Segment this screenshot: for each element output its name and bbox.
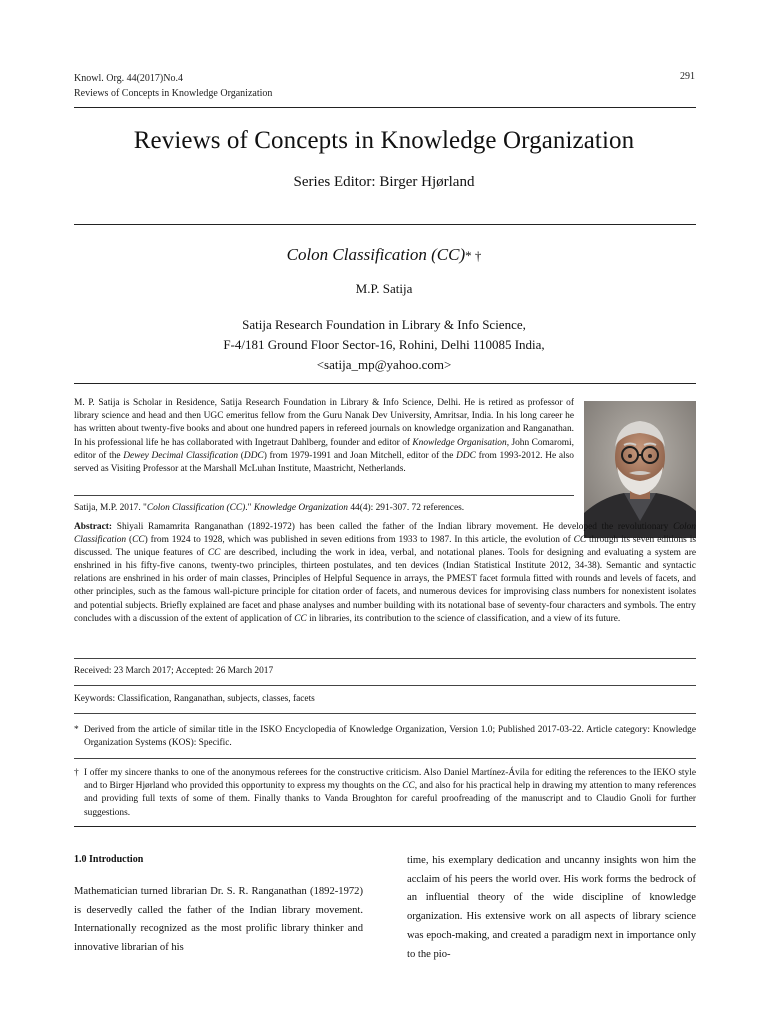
- section-heading: 1.0 Introduction: [74, 854, 144, 865]
- abstract-italic: CC: [132, 535, 145, 546]
- bio-text: M. P. Satija is Scholar in Residence, Satija Research Foundation in Library & Info Science, Delhi. He is retired as professor of library science and head and then UGC emeritus fellow from the Guru Nanak Dev University, Amritsar, India. In his long career he has written about twenty-five books and about one hundred papers in refereed journals on knowledge organization and Ranganathan. In his professional life he has collaborated with Ingetraut Dahlberg, founder and editor of: [74, 398, 574, 448]
- footnote-text: [84, 767, 696, 820]
- footnote-text: Derived from the article of similar title in the ISKO Encyclopedia of Knowledge Organization, Version 1.0; Published 2017-03-22. Article category: Knowledge Organization Systems (KOS): Specific.: [84, 725, 696, 749]
- keywords-rule: [74, 713, 696, 714]
- affiliation-rule: [74, 383, 696, 384]
- article-citation: [74, 502, 574, 515]
- affiliation-line: Satija Research Foundation in Library & Info Science,: [242, 317, 526, 332]
- front-matter-end-rule: [74, 826, 696, 827]
- footnote-mark: *: [74, 725, 79, 735]
- header-rule: [74, 107, 696, 108]
- footnote-italic: CC: [402, 781, 415, 792]
- abstract: [74, 521, 696, 626]
- bio-italic: DDC: [243, 450, 264, 461]
- abstract-rule: [74, 658, 696, 659]
- bio-text: from 1993-2012. He also served as Visiting Professor at the Marshall McLuhan Institute, Maastricht, Netherlands.: [74, 450, 574, 475]
- abstract-text: Shiyali Ramamrita Ranganathan (1892-1972) has been called the father of the Indian library movement. He developed the revolutionary: [112, 522, 674, 532]
- abstract-italic: CC: [573, 535, 587, 546]
- citation-italic: Colon Classification (CC): [146, 503, 246, 513]
- abstract-italic: CC: [294, 613, 307, 624]
- keywords: Keywords: Classification, Ranganathan, subjects, classes, facets: [74, 694, 315, 704]
- author-name: M.P. Satija: [355, 281, 413, 296]
- running-head: [74, 71, 272, 101]
- citation-text: .": [245, 503, 254, 513]
- bio-italic: Knowledge Organisation: [412, 437, 507, 448]
- journal-citation: Knowl. Org. 44(2017)No.4: [74, 73, 183, 84]
- author-photo: [584, 401, 696, 538]
- author-email: <satija_mp@yahoo.com>: [316, 357, 452, 372]
- footnote-segment: , and also for his practical help in drawing my attention to many references and providing full texts of some of them. Finally thanks to Vanda Broughton for careful proofreading of the manuscript and to Claudio Gnoli for further suggestions.: [84, 781, 697, 818]
- footnote-dagger: [74, 767, 696, 820]
- received-dates: Received: 23 March 2017; Accepted: 26 March 2017: [74, 666, 274, 676]
- abstract-text: in libraries, its contribution to the science of classification, and a view of its future.: [306, 613, 621, 624]
- author-bio: [74, 397, 574, 476]
- received-rule: [74, 685, 696, 686]
- affiliation-line: F-4/181 Ground Floor Sector-16, Rohini, Delhi 110085 India,: [223, 337, 545, 352]
- bio-text: ) from 1979-1991 and Joan Mitchell, editor of the: [263, 450, 457, 461]
- series-editor: Series Editor: Birger Hjørland: [293, 174, 475, 190]
- running-section: Reviews of Concepts in Knowledge Organization: [74, 88, 273, 99]
- title-rule: [74, 224, 696, 225]
- bio-italic: DDC: [456, 450, 476, 461]
- article-title: [0, 245, 768, 265]
- abstract-italic: CC: [207, 548, 221, 559]
- citation-text: 44(4): 291-307. 72 references.: [348, 503, 465, 513]
- bio-text: , John Comaromi, editor of the: [74, 437, 575, 461]
- bio-rule: [74, 495, 574, 496]
- footnote-mark: †: [74, 768, 79, 778]
- abstract-text: ) from 1924 to 1928, which was published in seven editions from 1933 to 1987. In this article, the evolution of: [144, 535, 574, 546]
- article-title-text: Colon Classification (CC): [286, 245, 466, 264]
- abstract-italic: Colon Classification: [74, 522, 696, 546]
- footnote-rule: [74, 758, 696, 759]
- affiliation: [0, 315, 768, 375]
- citation-text: Satija, M.P. 2017. ": [74, 503, 147, 513]
- footnote-star: [74, 724, 696, 750]
- page-title: Reviews of Concepts in Knowledge Organization: [133, 127, 635, 154]
- abstract-label: Abstract:: [74, 522, 113, 532]
- bio-italic: Dewey Decimal Classification: [123, 450, 239, 461]
- abstract-text: through its seven editions is discussed. The unique features of: [74, 535, 696, 559]
- page-number: 291: [680, 71, 695, 82]
- body-column-left: Mathematician turned librarian Dr. S. R. Ranganathan (1892-1972) is deservedly called the father of the Indian library movement. Internationally recognized as the most prolific library thinker and innovative librarian of his: [74, 886, 363, 954]
- abstract-text: are described, including the work in idea, verbal, and notational planes. Tools for designing and evaluating a system are enshrined in his fifty-five canons, twenty-two principles, thirteen postulates, and ten devices (Indian Statistical Institute 2012, 34-38). Semantic and syntactic relations are enshrined in his order of main classes, Principles of Helpful Sequence in arrays, the PMEST facet formula fitted with rounds and levels of facets, and other principles, such as the famous wall-picture principle for citation order of facets, and numerous devices for improvising class numbers for nonexistent isolates and potential subjects. Briefly explained are facet and phase analyses and number building with its notational base of seventy-four characters and symbols. The entry concludes with a discussion of the extent of application of: [74, 548, 696, 624]
- abstract-text: (: [126, 535, 133, 546]
- footnote-segment: I offer my sincere thanks to one of the anonymous referees for the constructive criticism. Also Daniel Martínez-Ávila for editing the references to the IEKO style and to Birger Hjørland who provided this opportunity to express my thoughts on the: [84, 768, 696, 792]
- bio-text: (: [238, 450, 244, 461]
- article-title-marks: * †: [465, 248, 482, 263]
- citation-italic: Knowledge Organization: [253, 503, 348, 513]
- body-column-right: time, his exemplary dedication and uncanny insights won him the acclaim of his peers the world over. His work forms the bedrock of an influential theory of the wide discipline of knowledge organization. His extensive work on all aspects of library science was epoch-making, and created a paradigm next in importance only to the pio-: [407, 855, 696, 960]
